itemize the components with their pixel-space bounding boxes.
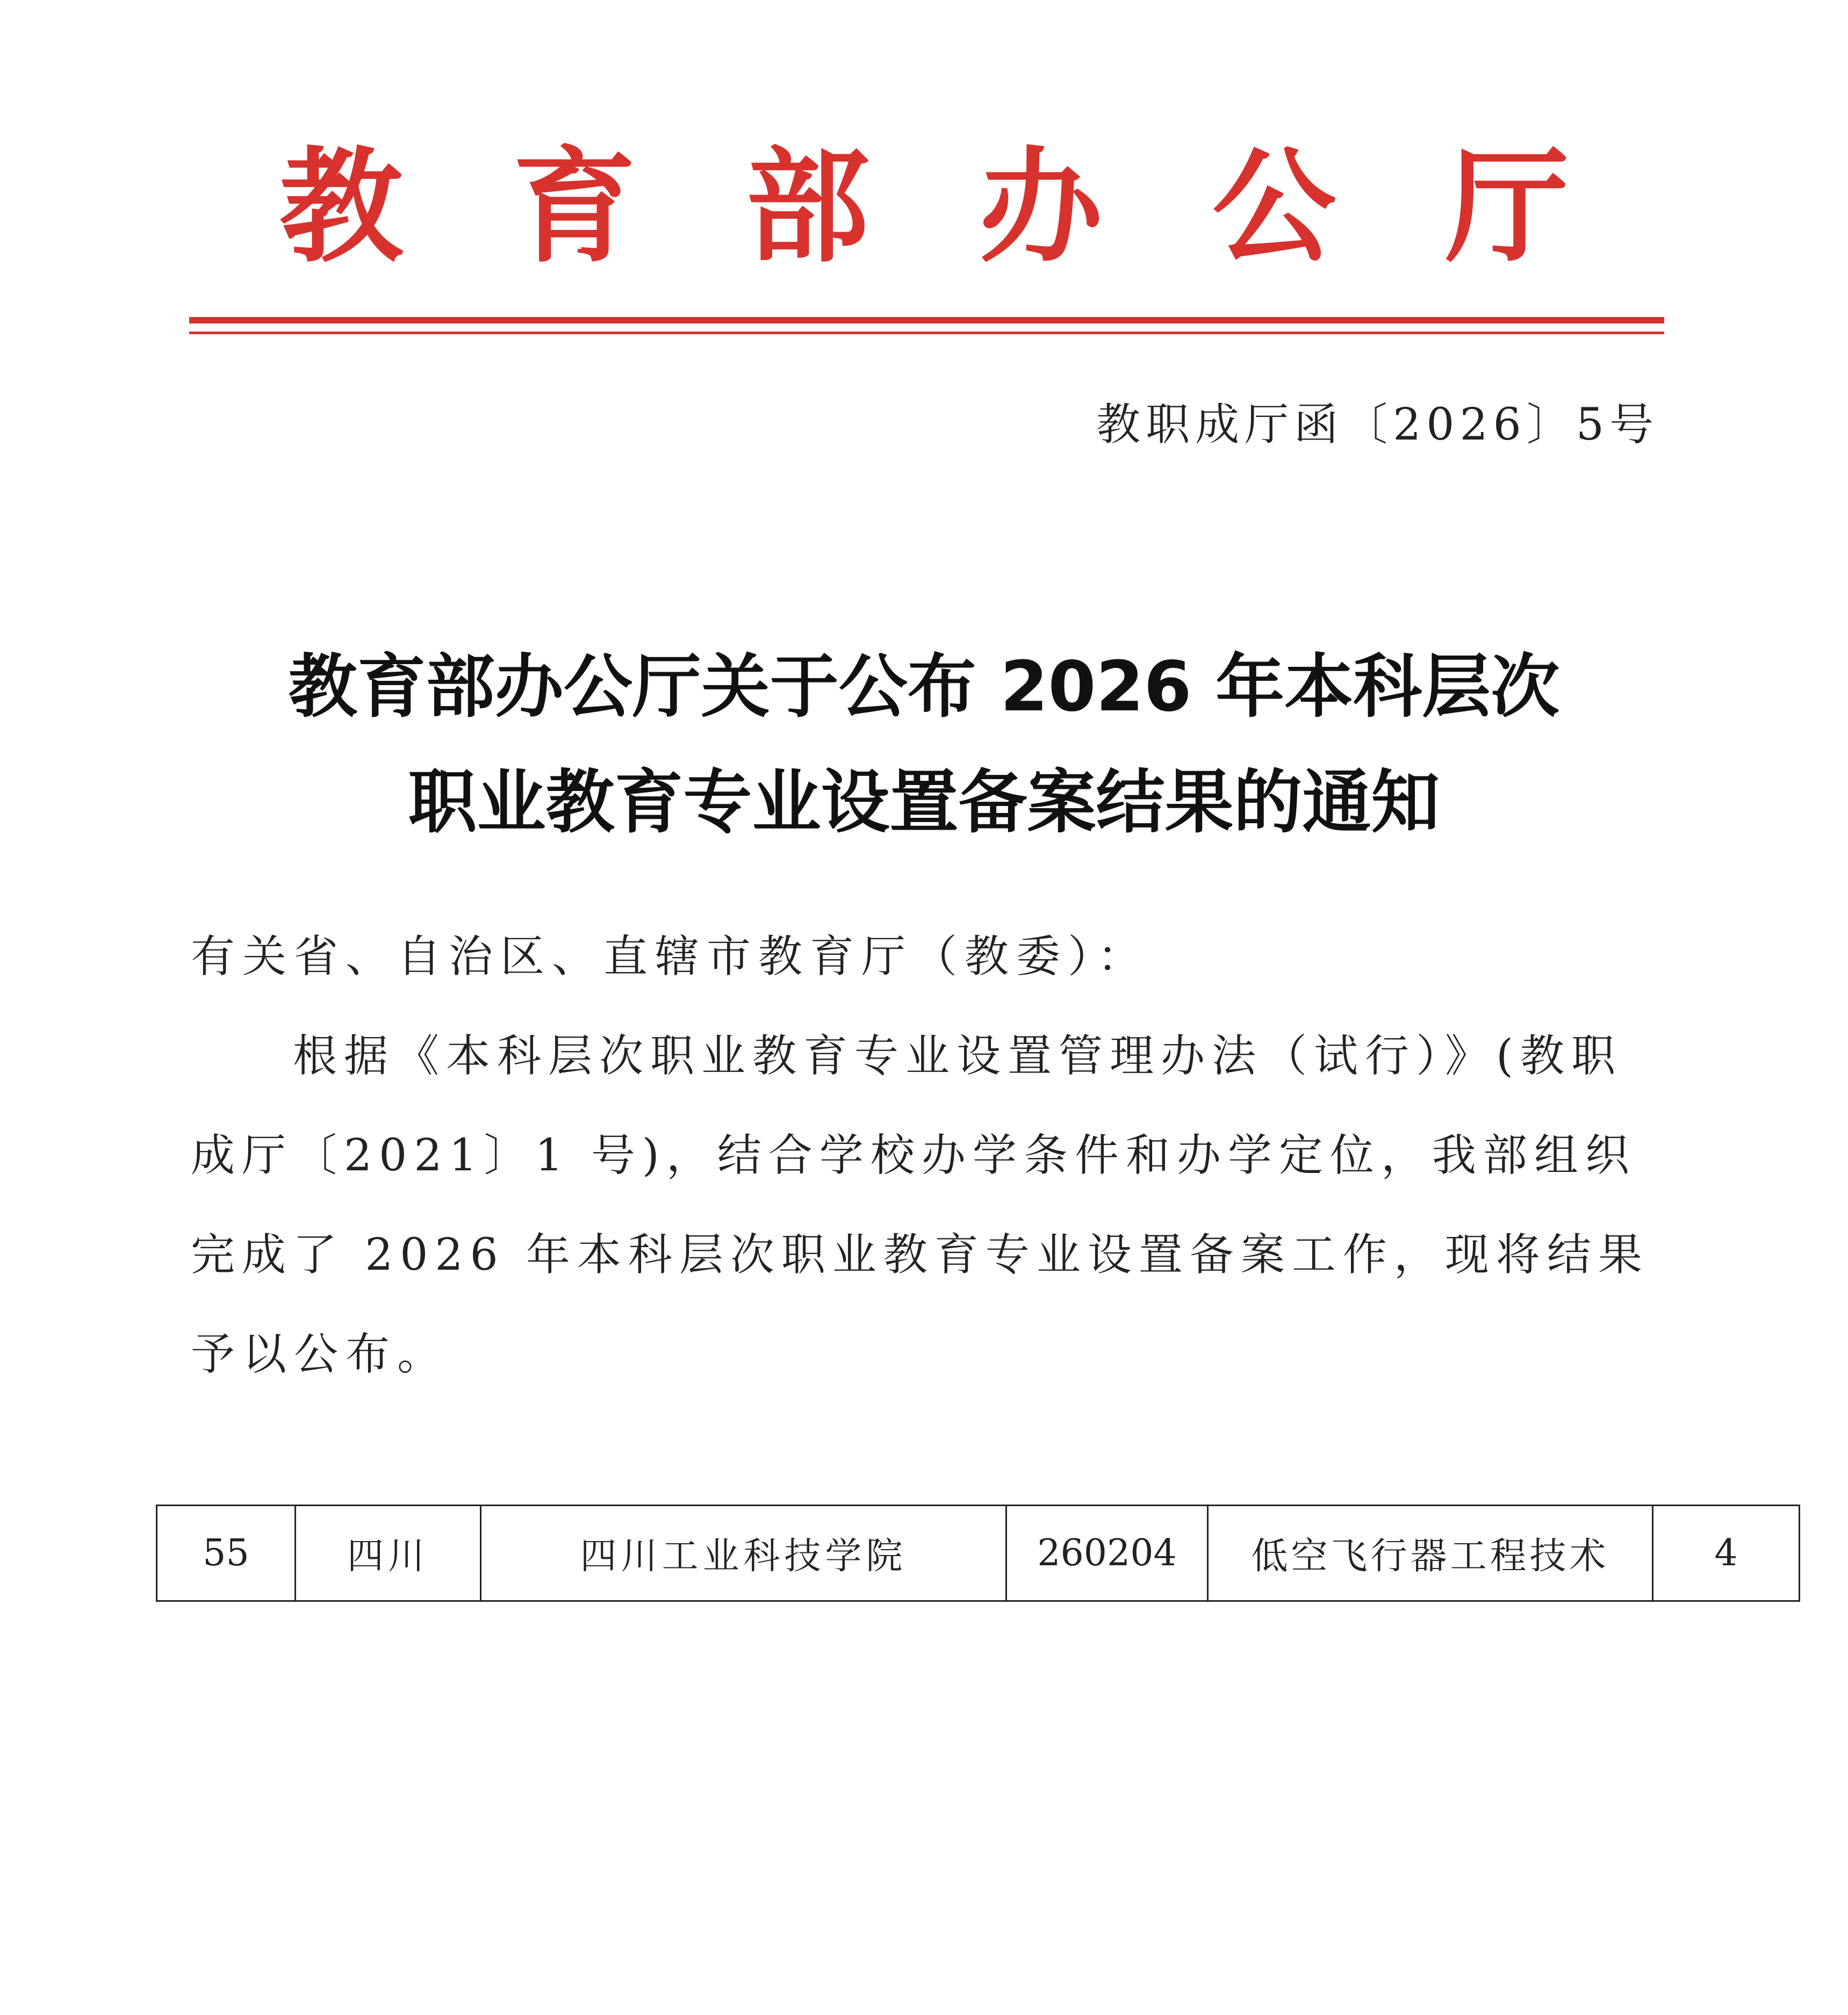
cell-serial-number: 55: [157, 1506, 296, 1601]
notice-title-line-1: 教育部办公厅关于公布 2026 年本科层次: [288, 647, 1560, 727]
salutation: 有关省、自治区、直辖市教育厅（教委）：: [191, 931, 1149, 982]
cell-province: 四川: [296, 1506, 481, 1601]
cell-duration: 4: [1653, 1506, 1800, 1601]
masthead-divider-thick: [189, 317, 1664, 323]
cell-school: 四川工业科技学院: [481, 1506, 1006, 1601]
cell-major-code: 260204: [1006, 1506, 1208, 1601]
body-line-1: 根据《本科层次职业教育专业设置管理办法（试行）》(教职: [293, 1031, 1622, 1082]
body-line-3: 完成了 2026 年本科层次职业教育专业设置备案工作，现将结果: [191, 1229, 1649, 1280]
masthead-char-6: 厅: [1445, 134, 1569, 279]
body-line-4: 予以公布。: [191, 1329, 449, 1380]
masthead-char-3: 部: [745, 134, 869, 279]
document-number: 教职成厅函〔2026〕5号: [1096, 399, 1659, 450]
notice-title-line-2: 职业教育专业设置备案结果的通知: [408, 762, 1440, 843]
body-line-2: 成厅〔2021〕1 号)，结合学校办学条件和办学定位，我部组织: [191, 1130, 1636, 1181]
table-row: [157, 1506, 1800, 1601]
cell-major-name: 低空飞行器工程技术: [1208, 1506, 1653, 1601]
masthead-char-2: 育: [512, 134, 636, 279]
masthead-char-5: 公: [1212, 134, 1336, 279]
masthead-char-4: 办: [979, 134, 1103, 279]
masthead-divider-thin: [189, 332, 1664, 334]
filing-result-table: [156, 1505, 1800, 1602]
masthead: [279, 134, 1569, 279]
masthead-char-1: 教: [279, 134, 404, 279]
